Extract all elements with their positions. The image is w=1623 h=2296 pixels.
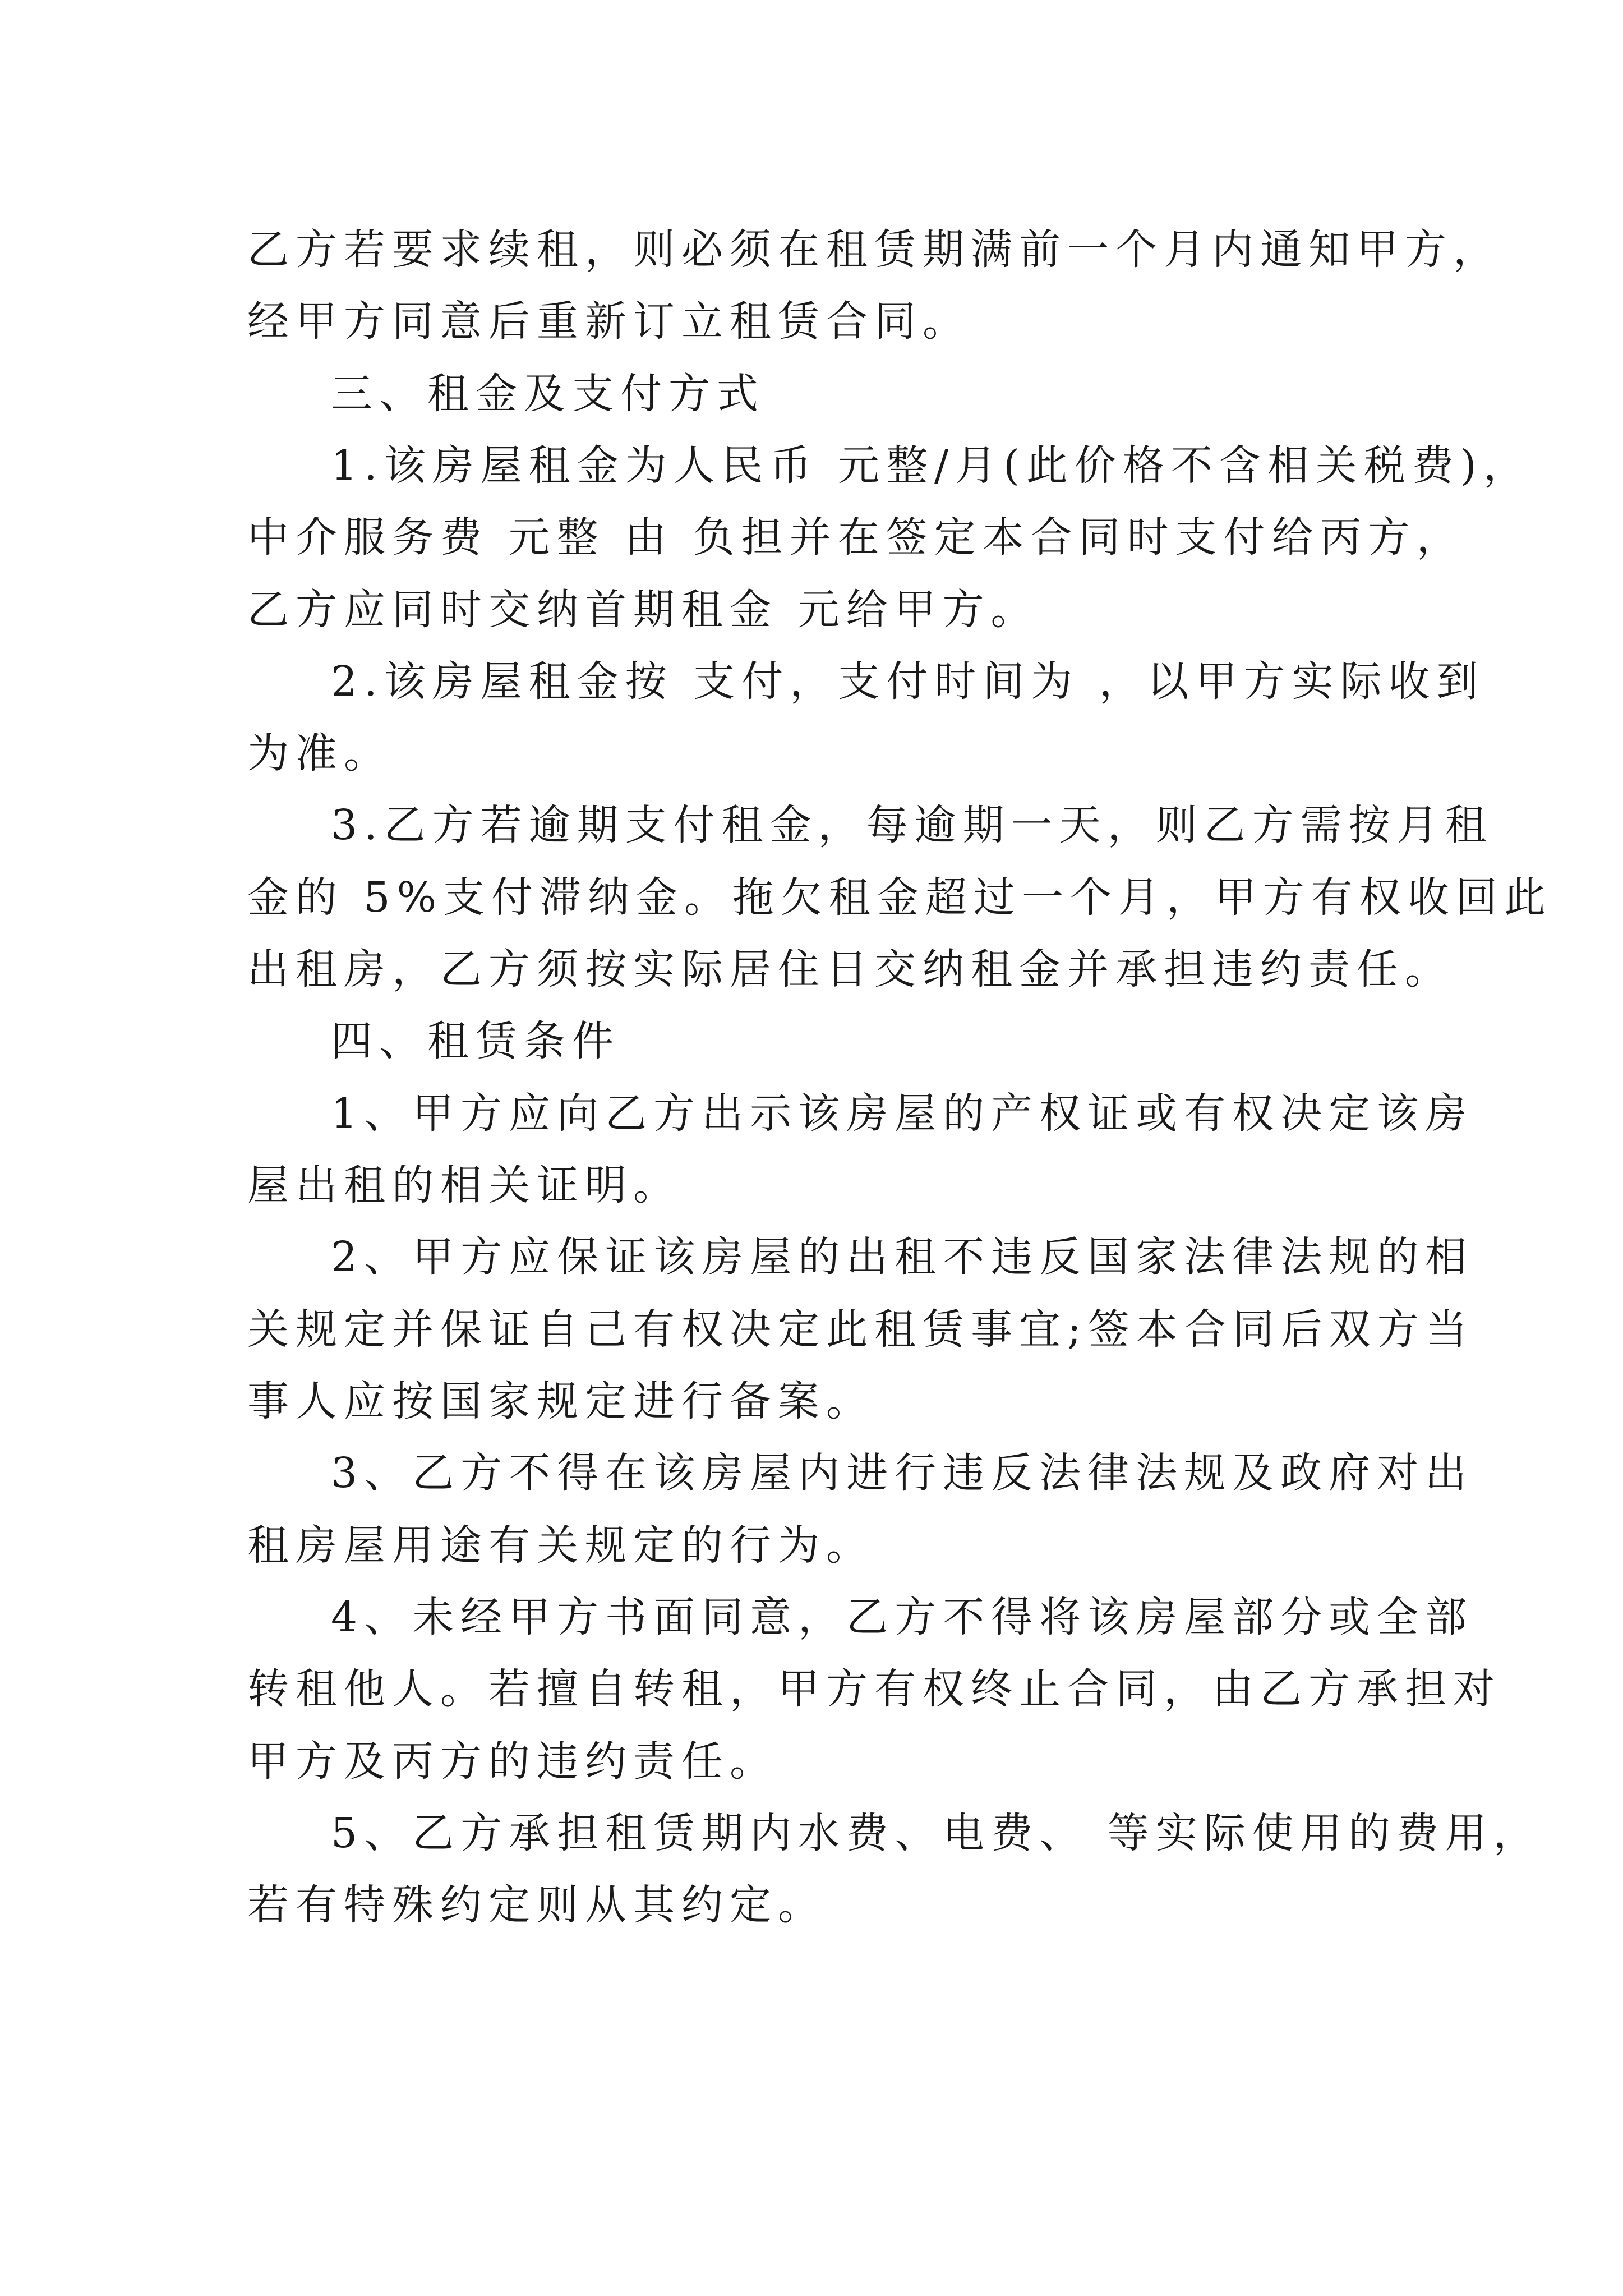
paragraph-line-22: 甲方及丙方的违约责任。 <box>247 1737 778 1786</box>
paragraph-line-24: 若有特殊约定则从其约定。 <box>247 1881 826 1929</box>
paragraph-line-11: 出租房，乙方须按实际居住日交纳租金并承担违约责任。 <box>247 945 1453 993</box>
paragraph-line-19: 租房屋用途有关规定的行为。 <box>247 1521 874 1570</box>
paragraph-line-18: 3、乙方不得在该房屋内进行违反法律法规及政府对出 <box>331 1449 1474 1497</box>
paragraph-line-9: 3.乙方若逾期支付租金，每逾期一天，则乙方需按月租 <box>331 801 1493 849</box>
paragraph-line-14: 屋出租的相关证明。 <box>247 1161 681 1209</box>
paragraph-line-5: 中介服务费 元整 由 负担并在签定本合同时支付给丙方， <box>247 513 1465 562</box>
paragraph-line-6: 乙方应同时交纳首期租金 元给甲方。 <box>247 586 1039 634</box>
paragraph-line-20: 4、未经甲方书面同意，乙方不得将该房屋部分或全部 <box>331 1593 1474 1641</box>
section-heading-12: 四、租赁条件 <box>331 1017 620 1065</box>
paragraph-line-21: 转租他人。若擅自转租，甲方有权终止合同，由乙方承担对 <box>247 1665 1501 1713</box>
paragraph-line-7: 2.该房屋租金按 支付，支付时间为 ，以甲方实际收到 <box>331 657 1485 706</box>
paragraph-line-10: 金的 5%支付滞纳金。拖欠租金超过一个月，甲方有权收回此 <box>247 873 1552 922</box>
paragraph-line-23: 5、乙方承担租赁期内水费、电费、 等实际使用的费用， <box>331 1809 1542 1857</box>
paragraph-line-8: 为准。 <box>247 729 392 777</box>
paragraph-line-2: 经甲方同意后重新订立租赁合同。 <box>247 297 971 346</box>
section-heading-3: 三、租金及支付方式 <box>331 370 765 418</box>
paragraph-line-15: 2、甲方应保证该房屋的出租不违反国家法律法规的相 <box>331 1233 1474 1281</box>
paragraph-line-17: 事人应按国家规定进行备案。 <box>247 1377 874 1425</box>
paragraph-line-1: 乙方若要求续租，则必须在租赁期满前一个月内通知甲方， <box>247 226 1501 274</box>
paragraph-line-4: 1.该房屋租金为人民币 元整/月(此价格不含相关税费)， <box>331 441 1532 490</box>
paragraph-line-13: 1、甲方应向乙方出示该房屋的产权证或有权决定该房 <box>331 1089 1474 1138</box>
paragraph-line-16: 关规定并保证自己有权决定此租赁事宜;签本合同后双方当 <box>247 1305 1474 1354</box>
